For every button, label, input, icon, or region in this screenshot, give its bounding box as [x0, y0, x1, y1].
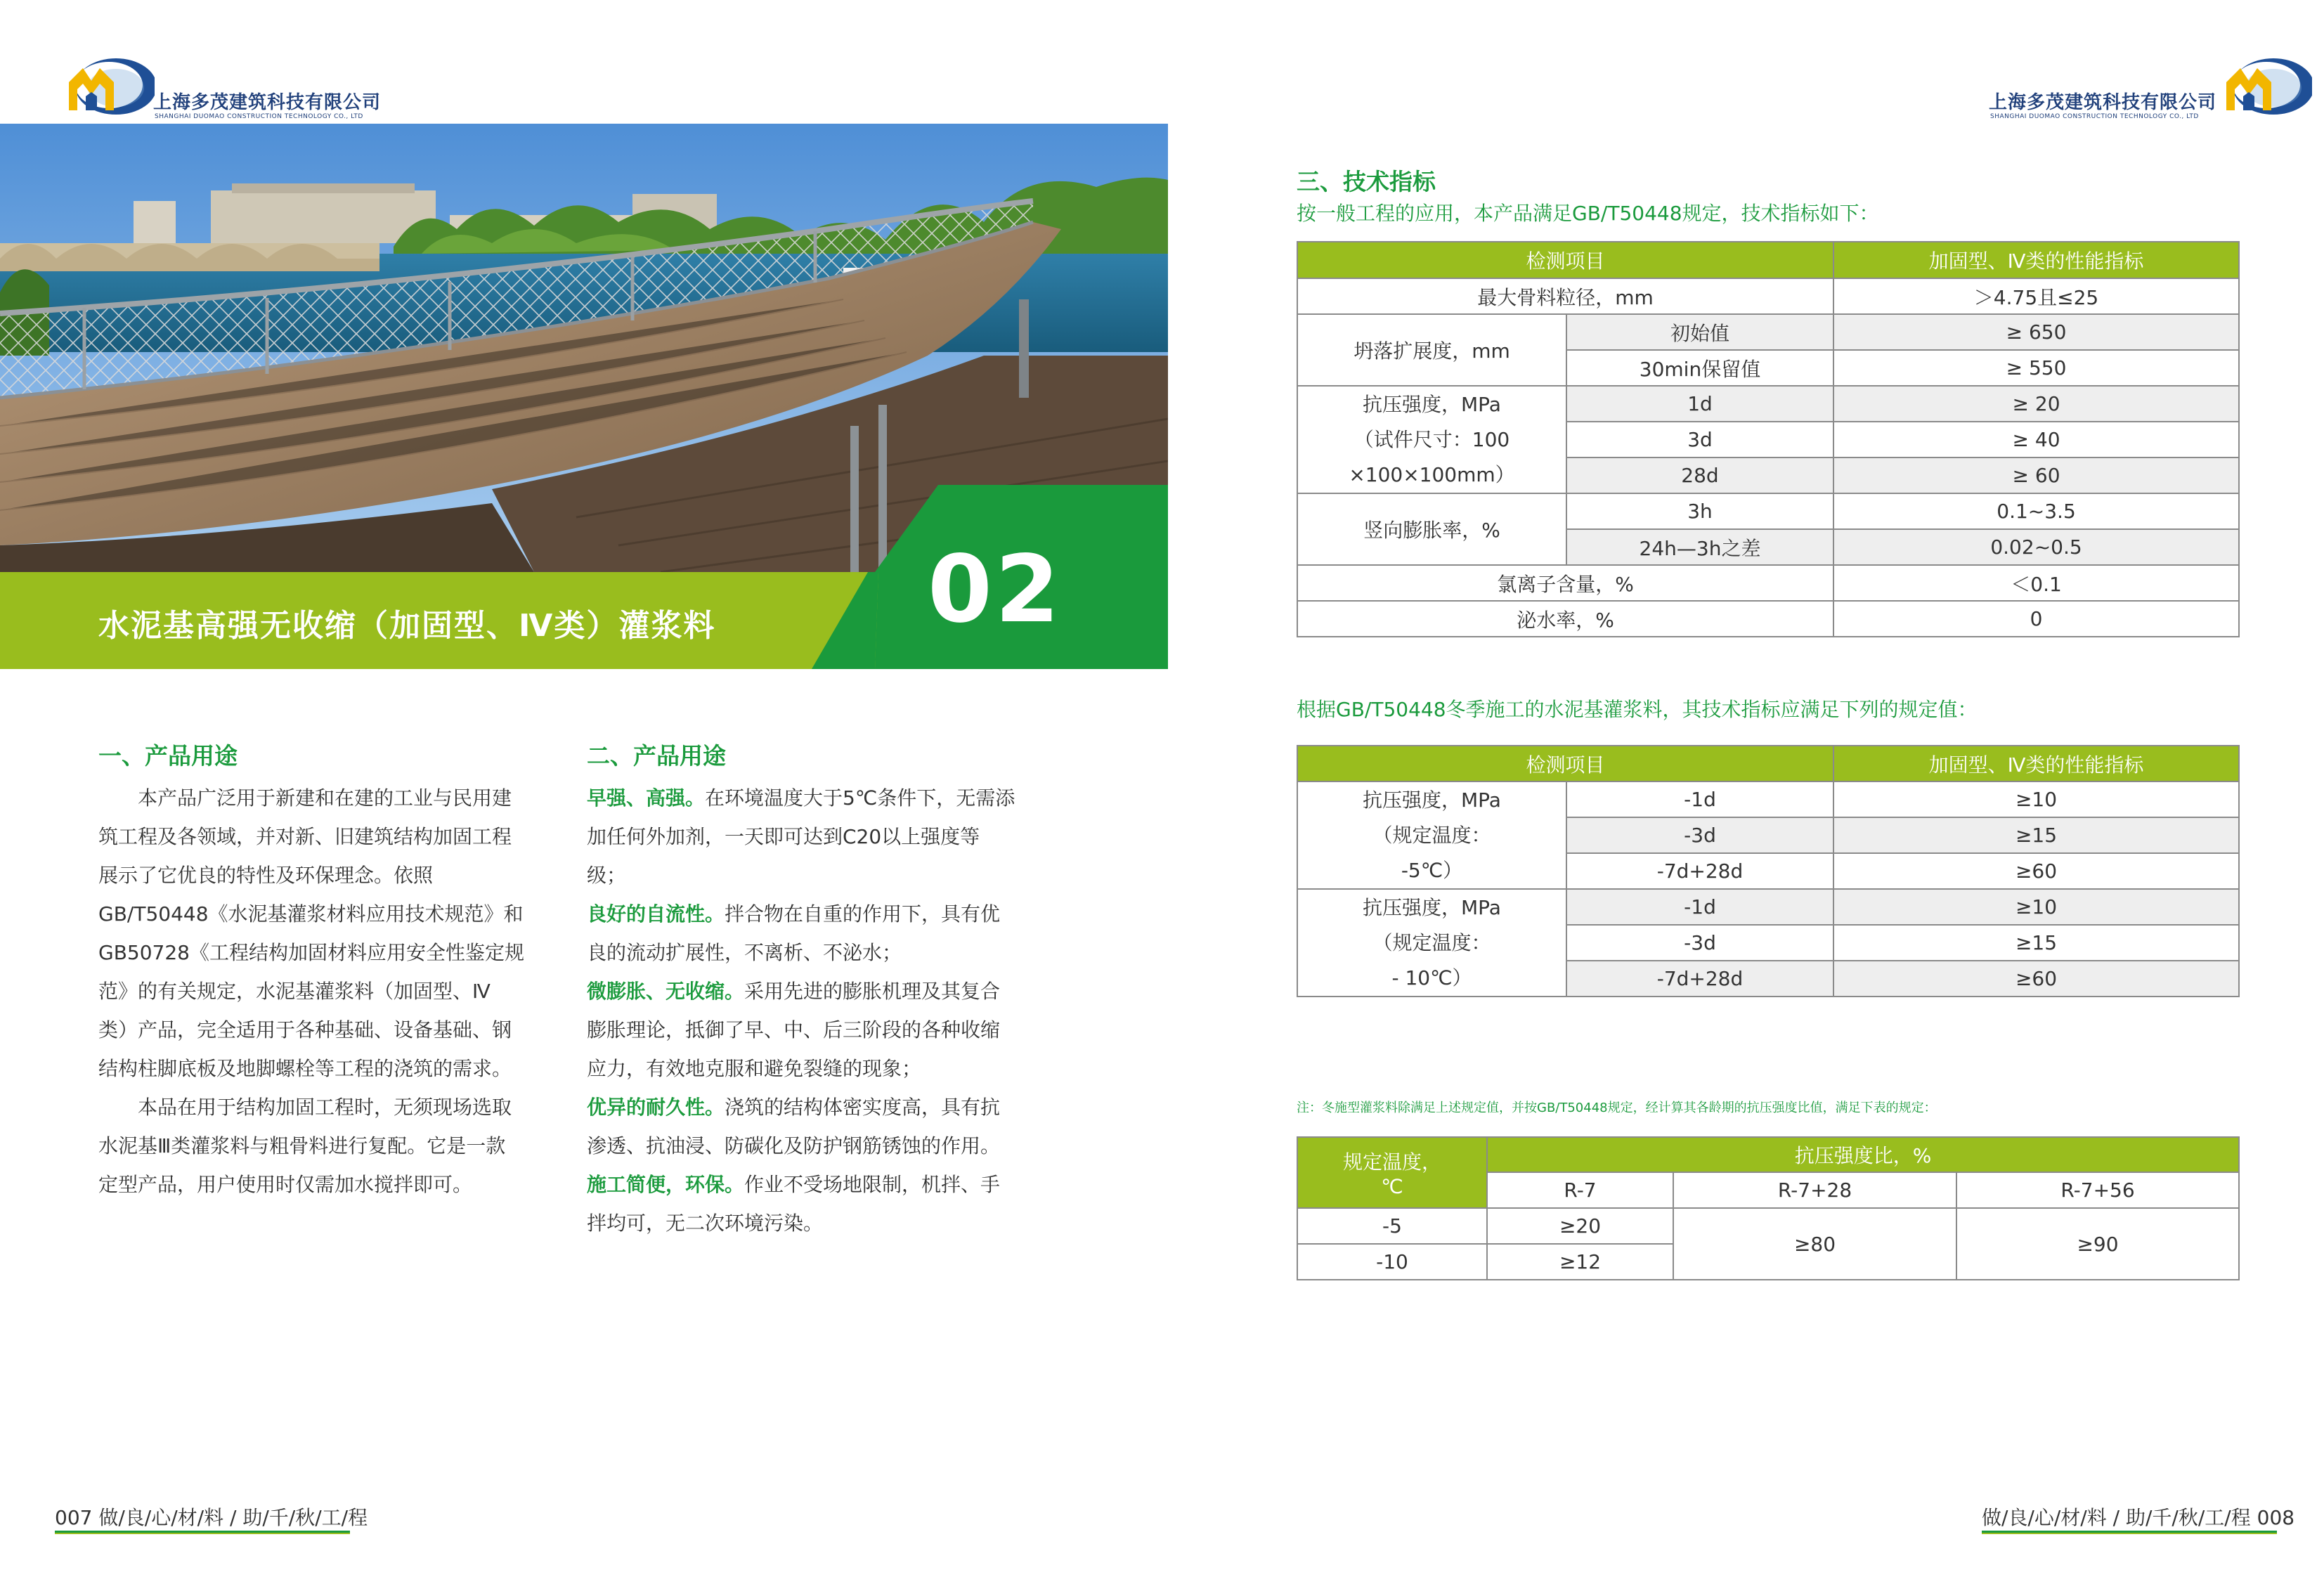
row-value: ＜0.1 [1833, 565, 2239, 601]
paragraph-line: 类）产品，完全适用于各种基础、设备基础、钢 [98, 1018, 512, 1041]
row-value: ≥ 550 [1833, 350, 2239, 386]
label-line: 抗压强度，MPa [1363, 788, 1501, 812]
footer-rule-right [1982, 1531, 2277, 1534]
row-value: ≥ 60 [1833, 457, 2239, 493]
feature-line: 良的流动扩展性，不离析、不泌水； [587, 941, 902, 964]
feature-line [587, 1165, 1065, 1204]
header-ratio: 抗压强度比，% [1487, 1137, 2239, 1172]
row-value: ≥ 40 [1833, 422, 2239, 457]
header-temp [1297, 1137, 1487, 1208]
row-sub-label: 1d [1566, 386, 1833, 422]
feature-lead: 微膨胀、无收缩。 [587, 980, 745, 1003]
company-name-en: SHANGHAI DUOMAO CONSTRUCTION TECHNOLOGY CO., LTD [155, 113, 363, 120]
col-r7-56: R-7+56 [1956, 1172, 2239, 1208]
paragraph-line: 本品在用于结构加固工程时，无须现场选取 [138, 1096, 512, 1119]
row-sub-label: -7d+28d [1566, 961, 1833, 997]
row-value: ＞4.75且≤25 [1833, 278, 2239, 314]
table-row [1297, 1208, 2239, 1244]
table-row [1297, 565, 2239, 601]
paragraph-line: 定型产品，用户使用时仅需加水搅拌即可。 [98, 1173, 473, 1196]
company-logo-icon [2207, 53, 2312, 120]
merged-r7-28: ≥80 [1673, 1208, 1956, 1280]
row-sub-label: 24h—3h之差 [1566, 529, 1833, 565]
label-line: - 10℃） [1391, 966, 1472, 989]
label-line: 规定温度， [1342, 1150, 1441, 1174]
table2-intro: 根据GB/T50448冬季施工的水泥基灌浆料，其技术指标应满足下列的规定值： [1297, 698, 1978, 721]
section-2-body [587, 779, 1065, 1242]
row-sub-label: -7d+28d [1566, 853, 1833, 889]
table-header-row [1297, 1137, 2239, 1172]
feature-line: 拌均可，无二次环境污染。 [587, 1212, 824, 1235]
feature-text: 在环境温度大于5℃条件下，无需添 [705, 786, 1015, 810]
row-value: ≥10 [1833, 781, 2239, 817]
section-1-body [98, 779, 562, 1204]
footer-right [1982, 1503, 2294, 1531]
paragraph-line: 水泥基Ⅲ类灌浆料与粗骨料进行复配。它是一款 [98, 1134, 506, 1157]
label-line: 抗压强度，MPa [1363, 895, 1501, 919]
row-label [1297, 781, 1566, 889]
feature-text: 作业不受场地限制，机拌、手 [744, 1173, 1001, 1196]
section-heading-usage-1: 一、产品用途 [98, 742, 238, 770]
row-sub-label: 30min保留值 [1566, 350, 1833, 386]
row-sub-label: 3h [1566, 493, 1833, 529]
feature-line [587, 972, 1065, 1011]
row-value: 0 [1833, 601, 2239, 637]
table-row [1297, 889, 2239, 925]
row-label [1297, 386, 1566, 493]
paragraph-line: GB50728《工程结构加固材料应用安全性鉴定规 [98, 941, 524, 964]
feature-line: 级； [587, 864, 627, 887]
feature-line: 应力，有效地克服和避免裂缝的现象； [587, 1057, 922, 1080]
header-test-item: 检测项目 [1297, 242, 1833, 278]
row-value: ≥ 20 [1833, 386, 2239, 422]
col-r7-28: R-7+28 [1673, 1172, 1956, 1208]
table1-intro: 按一般工程的应用，本产品满足GB/T50448规定，技术指标如下： [1297, 202, 1879, 225]
label-line: （规定温度： [1372, 930, 1491, 954]
row-label [1297, 889, 1566, 997]
row-value: 0.02~0.5 [1833, 529, 2239, 565]
table-header-row [1297, 746, 2239, 781]
row-label: 最大骨料粒径，mm [1297, 278, 1833, 314]
row-sub-label: 初始值 [1566, 314, 1833, 350]
company-name-cn: 上海多茂建筑科技有限公司 [153, 92, 382, 113]
row-value: ≥ 650 [1833, 314, 2239, 350]
footer-rule-left [55, 1531, 350, 1534]
paragraph-line: 本产品广泛用于新建和在建的工业与民用建 [138, 786, 512, 810]
company-name-cn: 上海多茂建筑科技有限公司 [1989, 92, 2217, 113]
feature-line: 渗透、抗油浸、防碳化及防护钢筋锈蚀的作用。 [587, 1134, 1001, 1157]
slogan: 做/良/心/材/料 / 助/千/秋/工/程 [98, 1506, 368, 1529]
label-line: ×100×100mm） [1349, 462, 1515, 486]
label-line: （试件尺寸：100 [1353, 427, 1510, 451]
page-number: 007 [55, 1506, 93, 1529]
feature-lead: 施工简便，环保。 [587, 1173, 745, 1196]
tech-spec-table [1297, 241, 2240, 637]
header-performance: 加固型、Ⅳ类的性能指标 [1833, 746, 2239, 781]
feature-lead: 良好的自流性。 [587, 902, 725, 926]
row-sub-label: -3d [1566, 925, 1833, 961]
header-test-item: 检测项目 [1297, 746, 1833, 781]
row-r7: ≥12 [1487, 1244, 1673, 1280]
table-row [1297, 278, 2239, 314]
company-name-en: SHANGHAI DUOMAO CONSTRUCTION TECHNOLOGY CO., LTD [1990, 113, 2199, 120]
feature-line [587, 779, 1065, 817]
merged-r7-56: ≥90 [1956, 1208, 2239, 1280]
feature-text: 采用先进的膨胀机理及其复合 [744, 980, 1001, 1003]
paragraph-line: 筑工程及各领域，并对新、旧建筑结构加固工程 [98, 825, 512, 848]
row-sub-label: -1d [1566, 781, 1833, 817]
header-performance: 加固型、Ⅳ类的性能指标 [1833, 242, 2239, 278]
row-r7: ≥20 [1487, 1208, 1673, 1244]
company-logo-icon [49, 53, 155, 120]
paragraph-line: 范》的有关规定，水泥基灌浆料（加固型、Ⅳ [98, 980, 491, 1003]
row-sub-label: -1d [1566, 889, 1833, 925]
row-value: ≥15 [1833, 925, 2239, 961]
section-heading-usage-2: 二、产品用途 [587, 742, 726, 770]
feature-lead: 早强、高强。 [587, 786, 706, 810]
label-line: 抗压强度，MPa [1363, 392, 1501, 416]
label-line: -5℃） [1401, 858, 1463, 882]
row-label: 竖向膨胀率，% [1297, 493, 1566, 565]
row-sub-label: 28d [1566, 457, 1833, 493]
feature-line [587, 895, 1065, 933]
feature-line [587, 1088, 1065, 1127]
feature-text: 拌合物在自重的作用下，具有优 [725, 902, 1001, 926]
table-row [1297, 386, 2239, 422]
row-value: ≥10 [1833, 889, 2239, 925]
paragraph-line: 展示了它优良的特性及环保理念。依照 [98, 864, 434, 887]
paragraph-line: 结构柱脚底板及地脚螺栓等工程的浇筑的需求。 [98, 1057, 512, 1080]
footer-left [55, 1503, 368, 1531]
paragraph-line: GB/T50448《水泥基灌浆材料应用技术规范》和 [98, 902, 524, 926]
product-title: 水泥基高强无收缩（加固型、Ⅳ类）灌浆料 [98, 608, 716, 644]
strength-ratio-table [1297, 1136, 2240, 1280]
row-value: ≥60 [1833, 961, 2239, 997]
label-line: ℃ [1381, 1175, 1403, 1198]
row-label: 氯离子含量，% [1297, 565, 1833, 601]
table-row [1297, 314, 2239, 350]
col-r7: R-7 [1487, 1172, 1673, 1208]
slogan: 做/良/心/材/料 / 助/千/秋/工/程 [1982, 1506, 2251, 1529]
feature-line: 加任何外加剂，一天即可达到C20以上强度等 [587, 825, 980, 848]
row-value: 0.1~3.5 [1833, 493, 2239, 529]
company-logo-right [1989, 53, 2312, 130]
row-label: 坍落扩展度，mm [1297, 314, 1566, 386]
row-sub-label: -3d [1566, 817, 1833, 853]
row-temp: -10 [1297, 1244, 1487, 1280]
row-value: ≥60 [1833, 853, 2239, 889]
table-row [1297, 493, 2239, 529]
label-line: （规定温度： [1372, 823, 1491, 847]
row-sub-label: 3d [1566, 422, 1833, 457]
page-number: 008 [2257, 1506, 2295, 1529]
feature-line: 膨胀理论，抵御了早、中、后三阶段的各种收缩 [587, 1018, 1001, 1041]
company-logo-left [49, 53, 443, 130]
winter-spec-table [1297, 745, 2240, 997]
feature-lead: 优异的耐久性。 [587, 1096, 725, 1119]
product-number: 02 [928, 536, 1063, 644]
section-heading-tech: 三、技术指标 [1297, 168, 1436, 195]
row-value: ≥15 [1833, 817, 2239, 853]
table3-note: 注：冬施型灌浆料除满足上述规定值，并按GB/T50448规定，经计算其各龄期的抗压强度比值，满足下表的规定： [1297, 1101, 1937, 1115]
table-header-row [1297, 242, 2239, 278]
feature-text: 浇筑的结构体密实度高，具有抗 [725, 1096, 1001, 1119]
table-row [1297, 601, 2239, 637]
row-label: 泌水率，% [1297, 601, 1833, 637]
table-row [1297, 781, 2239, 817]
row-temp: -5 [1297, 1208, 1487, 1244]
